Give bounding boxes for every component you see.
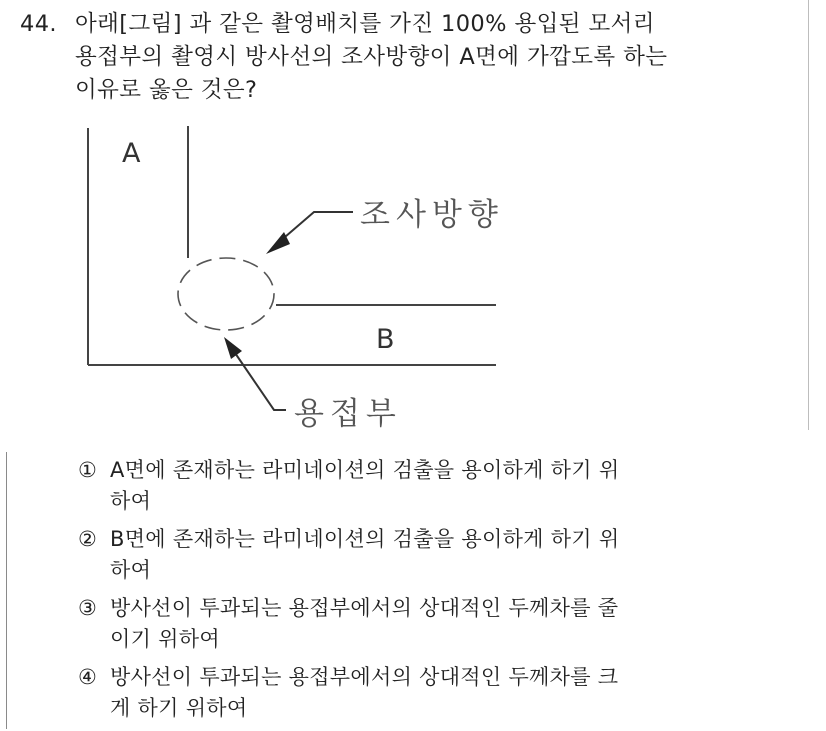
label-a: A xyxy=(122,138,141,169)
choice-4-text: 방사선이 투과되는 용접부에서의 상대적인 두께차를 크 게 하기 위하여 xyxy=(110,665,619,720)
direction-leader-line xyxy=(278,212,353,243)
right-border-line xyxy=(808,0,809,430)
choice-3[interactable] xyxy=(78,593,778,655)
question-line-2: 용접부의 촬영시 방사선의 조사방향이 A면에 가깝도록 하는 xyxy=(75,44,668,70)
choice-2[interactable] xyxy=(78,524,778,586)
label-b: B xyxy=(376,324,395,355)
question-line-3: 이유로 옳은 것은? xyxy=(75,77,258,103)
weld-arrowhead xyxy=(224,337,242,359)
label-weld: 용접부 xyxy=(294,396,402,432)
choice-1[interactable] xyxy=(78,455,778,517)
choice-1-marker: ① xyxy=(78,458,98,482)
question-number: 44. xyxy=(20,11,57,37)
choice-3-marker: ③ xyxy=(78,596,98,620)
choice-2-marker: ② xyxy=(78,527,98,551)
choice-1-text: A면에 존재하는 라미네이션의 검출을 용이하게 하기 위 하여 xyxy=(110,458,620,513)
weld-diagram xyxy=(78,118,598,434)
question-line-1: 44. 아래[그림] 과 같은 촬영배치를 가진 100% 용입된 모서리 xyxy=(20,8,800,41)
choice-2-text: B면에 존재하는 라미네이션의 검출을 용이하게 하기 위 하여 xyxy=(110,527,620,582)
answer-choices xyxy=(78,455,778,731)
left-border-line xyxy=(6,452,7,729)
weld-zone-outline xyxy=(178,258,274,330)
choice-3-text: 방사선이 투과되는 용접부에서의 상대적인 두께차를 줄 이기 위하여 xyxy=(110,596,619,651)
choice-4[interactable] xyxy=(78,662,778,724)
choice-4-marker: ④ xyxy=(78,665,98,689)
question-stem xyxy=(20,8,800,107)
weld-leader-line xyxy=(233,350,286,410)
label-direction: 조사방향 xyxy=(360,197,504,233)
